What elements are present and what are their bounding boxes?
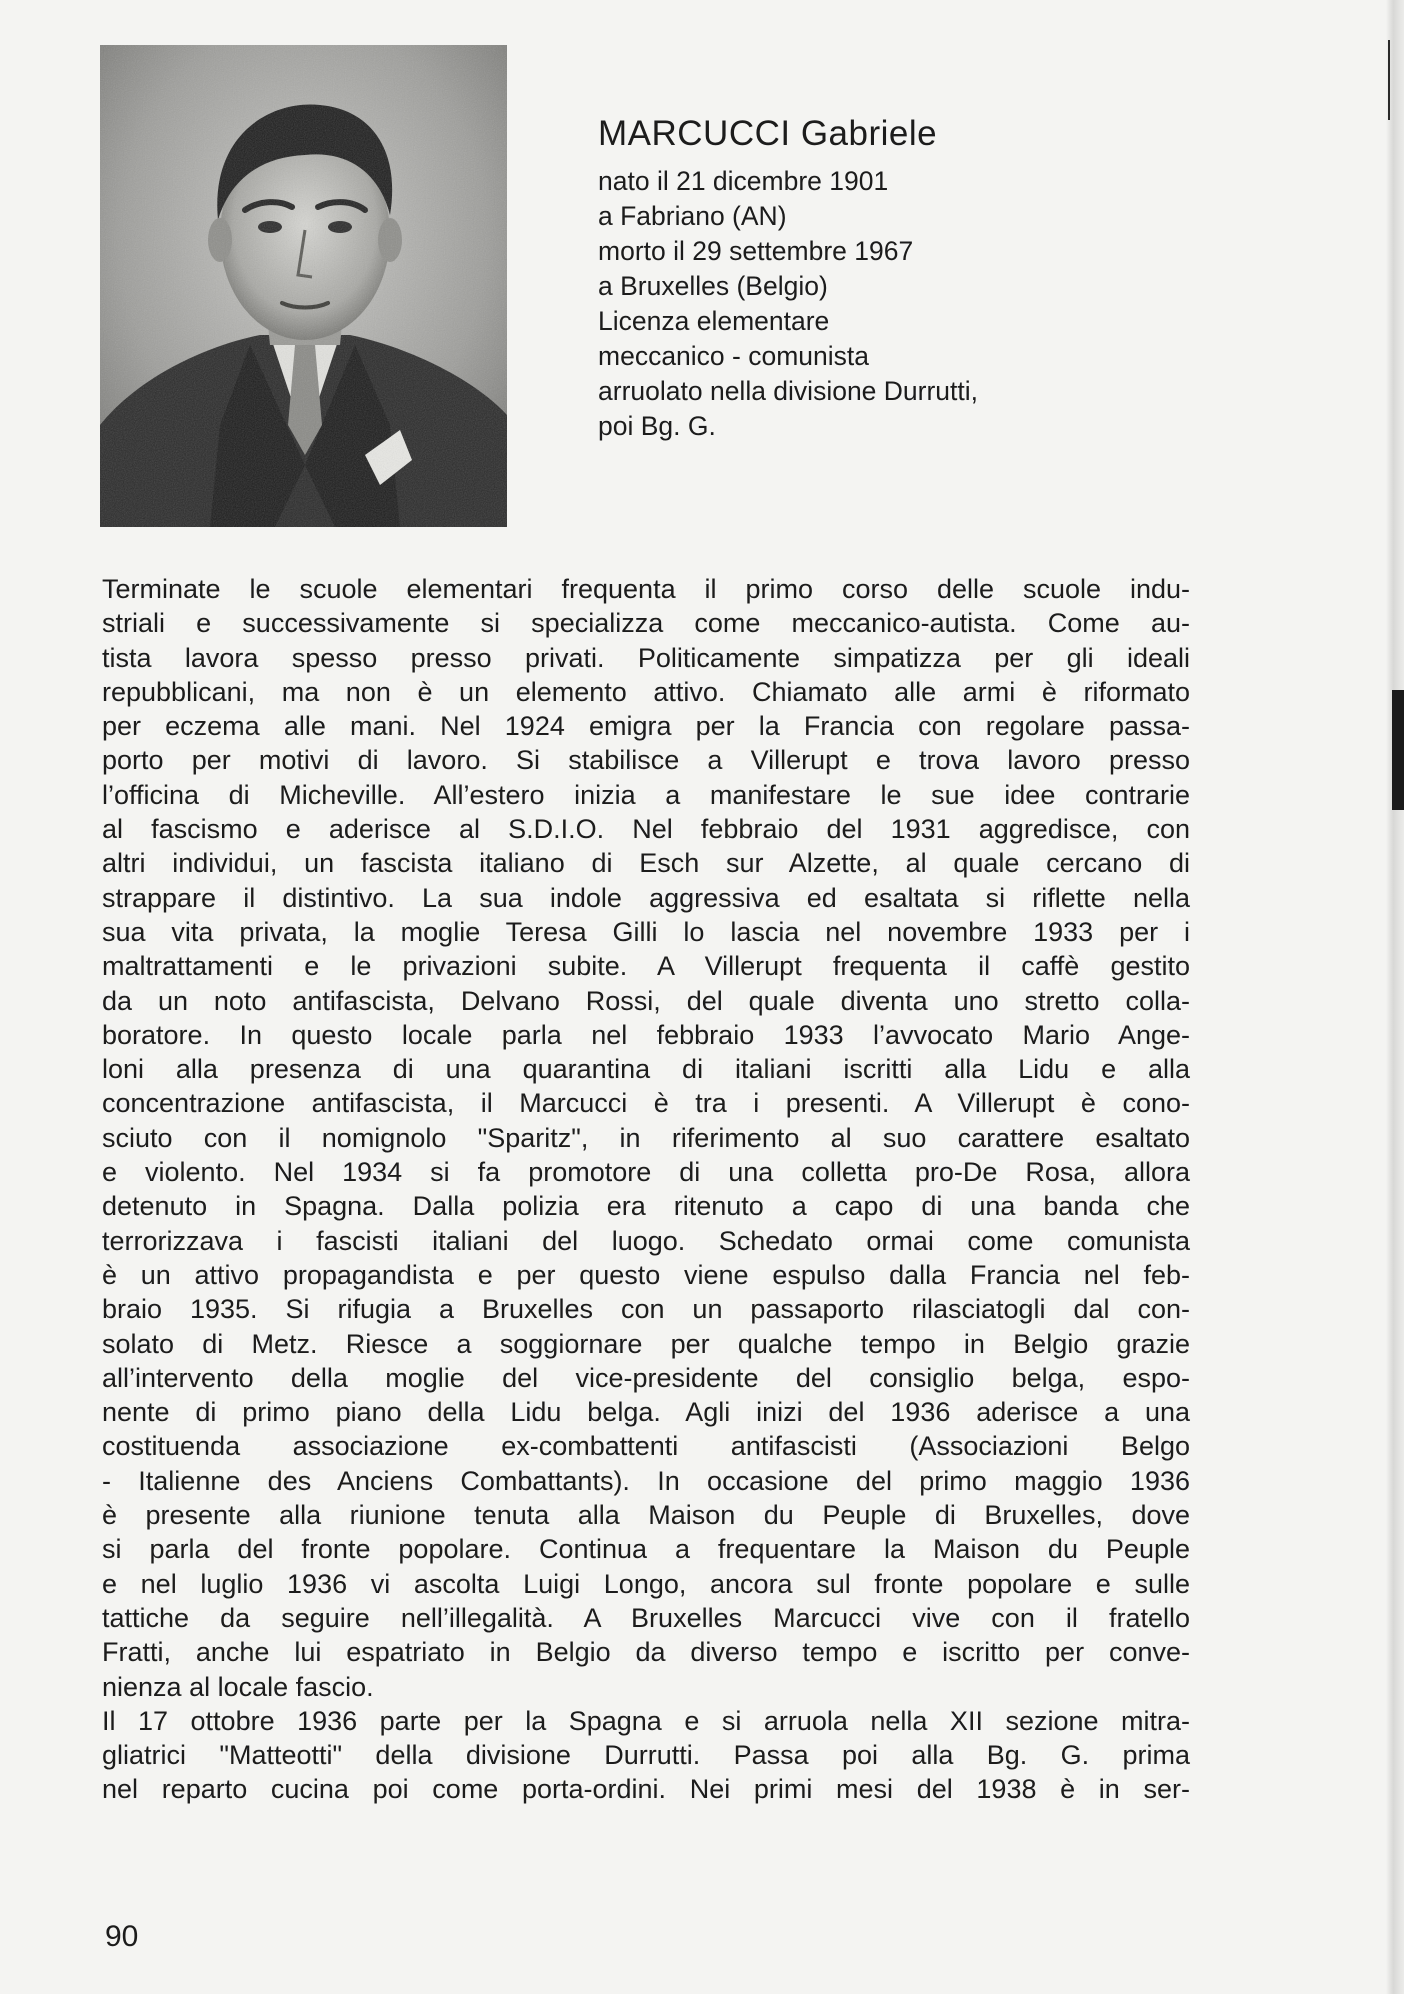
- death-date: morto il 29 settembre 1967: [598, 236, 914, 266]
- body-line: tattiche da seguire nell’illegalità. A Bruxelles Marcucci vive con il fratello: [102, 1602, 1190, 1633]
- biography-body: [102, 572, 1190, 1807]
- body-line: striali e successivamente si specializza come meccanico-autista. Come au-: [102, 608, 1190, 639]
- body-line: Terminate le scuole elementari frequenta il primo corso delle scuole indu-: [102, 574, 1190, 604]
- body-line: sciuto con il nomignolo "Sparitz", in riferimento al suo carattere esaltato: [102, 1122, 1190, 1153]
- body-line: e nel luglio 1936 vi ascolta Luigi Longo, ancora sul fronte popolare e sulle: [102, 1568, 1190, 1599]
- body-line: braio 1935. Si rifugia a Bruxelles con un passaporto rilasciatogli dal con-: [102, 1294, 1190, 1325]
- page-edge-tab: [1392, 690, 1404, 810]
- body-line: è presente alla riunione tenuta alla Maison du Peuple di Bruxelles, dove: [102, 1500, 1190, 1531]
- body-line: sua vita privata, la moglie Teresa Gilli lo lascia nel novembre 1933 per i: [102, 916, 1190, 947]
- body-line: loni alla presenza di una quarantina di italiani iscritti alla Lidu e alla: [102, 1054, 1190, 1085]
- body-line: al fascismo e aderisce al S.D.I.O. Nel febbraio del 1931 aggredisce, con: [102, 814, 1190, 845]
- body-line: altri individui, un fascista italiano di Esch sur Alzette, al quale cercano di: [102, 848, 1190, 879]
- page-edge-mark: [1388, 40, 1390, 120]
- body-line: Fratti, anche lui espatriato in Belgio da diverso tempo e iscritto per conve-: [102, 1637, 1190, 1668]
- body-line: strappare il distintivo. La sua indole aggressiva ed esaltata si riflette nella: [102, 882, 1190, 913]
- body-line: concentrazione antifascista, il Marcucci è tra i presenti. A Villerupt è cono-: [102, 1088, 1190, 1119]
- biography-header: [598, 112, 1158, 444]
- body-line: l’officina di Micheville. All’estero inizia a manifestare le sue idee contrarie: [102, 779, 1190, 810]
- body-line: detenuto in Spagna. Dalla polizia era ritenuto a capo di una banda che: [102, 1191, 1190, 1222]
- body-line: repubblicani, ma non è un elemento attivo. Chiamato alle armi è riformato: [102, 676, 1190, 707]
- death-place: a Bruxelles (Belgio): [598, 271, 828, 301]
- body-line: solato di Metz. Riesce a soggiornare per qualche tempo in Belgio grazie: [102, 1328, 1190, 1359]
- body-line: è un attivo propagandista e per questo viene espulso dalla Francia nel feb-: [102, 1259, 1190, 1290]
- person-name: MARCUCCI Gabriele: [598, 114, 938, 153]
- body-line: costituenda associazione ex-combattenti antifascisti (Associazioni Belgo: [102, 1431, 1190, 1462]
- portrait-photo: [100, 45, 507, 527]
- body-line: Il 17 ottobre 1936 parte per la Spagna e si arruola nella XII sezione mitra-: [102, 1705, 1190, 1736]
- page-edge-shadow: [1386, 0, 1404, 1994]
- enlistment-continued: poi Bg. G.: [598, 411, 716, 441]
- body-line: nel reparto cucina poi come porta-ordini. Nei primi mesi del 1938 è in ser-: [102, 1774, 1190, 1805]
- enlistment: arruolato nella divisione Durrutti,: [598, 376, 979, 406]
- education: Licenza elementare: [598, 306, 830, 336]
- body-line: maltrattamenti e le privazioni subite. A Villerupt frequenta il caffè gestito: [102, 951, 1190, 982]
- body-line: e violento. Nel 1934 si fa promotore di una colletta pro-De Rosa, allora: [102, 1157, 1190, 1188]
- body-line: gliatrici "Matteotti" della divisione Durrutti. Passa poi alla Bg. G. prima: [102, 1740, 1190, 1771]
- occupation-politics: meccanico - comunista: [598, 341, 869, 371]
- body-line: tista lavora spesso presso privati. Politicamente simpatizza per gli ideali: [102, 642, 1190, 673]
- page-number: 90: [105, 1920, 139, 1953]
- body-line: nente di primo piano della Lidu belga. Agli inizi del 1936 aderisce a una: [102, 1397, 1190, 1428]
- body-line: boratore. In questo locale parla nel febbraio 1933 l’avvocato Mario Ange-: [102, 1019, 1190, 1050]
- body-line: all’intervento della moglie del vice-presidente del consiglio belga, espo-: [102, 1362, 1190, 1393]
- body-line: si parla del fronte popolare. Continua a frequentare la Maison du Peuple: [102, 1534, 1190, 1565]
- portrait-illustration: [100, 45, 507, 527]
- body-line: - Italienne des Anciens Combattants). In occasione del primo maggio 1936: [102, 1465, 1190, 1496]
- body-line: porto per motivi di lavoro. Si stabilisce a Villerupt e trova lavoro presso: [102, 745, 1190, 776]
- birth-place: a Fabriano (AN): [598, 201, 787, 231]
- body-line: nienza al locale fascio.: [102, 1671, 374, 1702]
- body-line: per eczema alle mani. Nel 1924 emigra per la Francia con regolare passa-: [102, 711, 1190, 742]
- birth-date: nato il 21 dicembre 1901: [598, 166, 889, 196]
- body-line: da un noto antifascista, Delvano Rossi, del quale diventa uno stretto colla-: [102, 985, 1190, 1016]
- body-line: terrorizzava i fascisti italiani del luogo. Schedato ormai come comunista: [102, 1225, 1190, 1256]
